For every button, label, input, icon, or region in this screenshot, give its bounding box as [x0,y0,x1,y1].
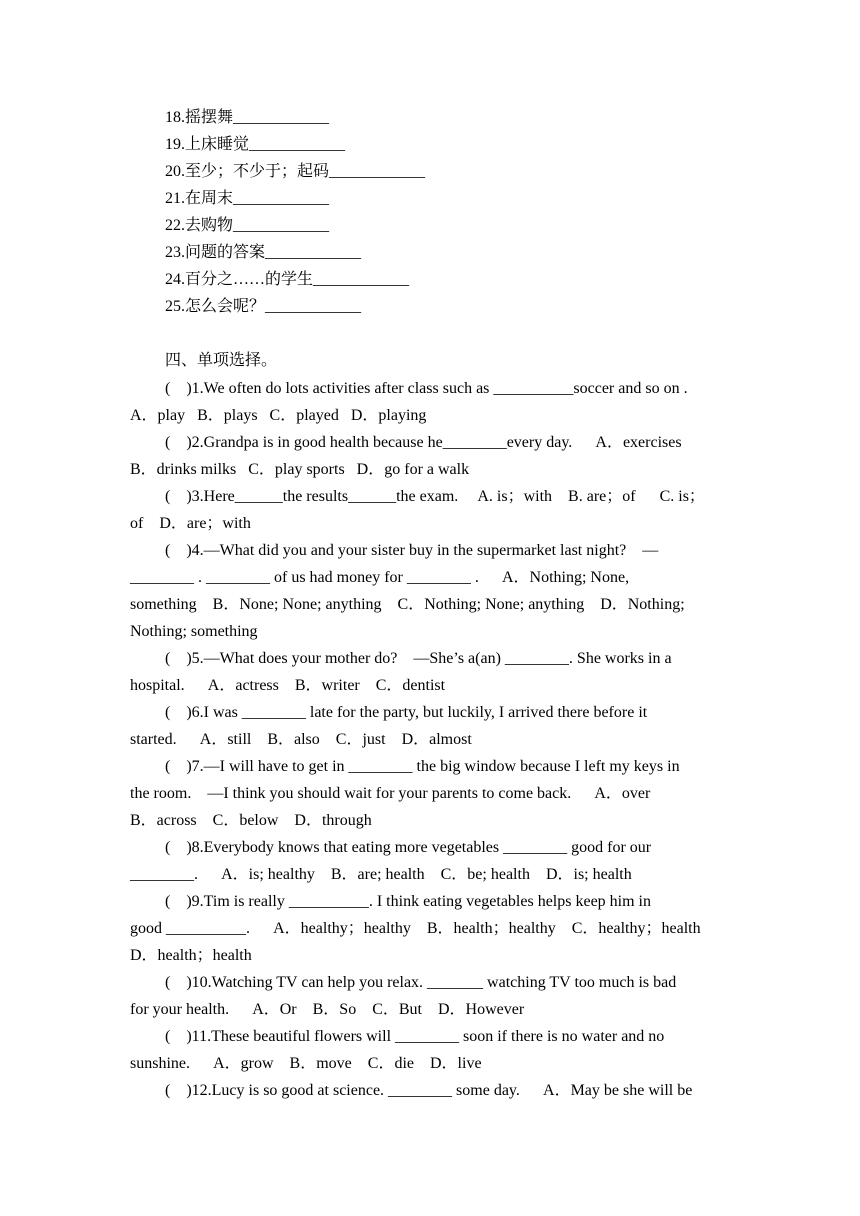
vocab-item: 18.摇摆舞____________ [165,109,330,126]
question-line: ( )10.Watching TV can help you relax. _______ watching TV too much is bad [165,974,677,991]
question-options: of D．are；with [130,515,251,532]
vocab-item: 23.问题的答案____________ [165,244,362,261]
question-line: ( )2.Grandpa is in good health because he________every day. A．exercises [165,434,682,451]
vocab-item: 25.怎么会呢？____________ [165,298,362,315]
vocab-item: 21.在周末____________ [165,190,330,207]
question-line: something B．None; None; anything C．Nothing; None; anything D．Nothing; [130,596,685,613]
question-line: ( )1.We often do lots activities after class such as __________soccer and so on . [165,380,688,397]
question-options: hospital. A．actress B．writer C．dentist [130,677,446,694]
question-options: sunshine. A．grow B．move C．die D．live [130,1055,482,1072]
question-options: for your health. A．Or B．So C．But D．However [130,1001,525,1018]
question-line: the room. —I think you should wait for your parents to come back. A．over [130,785,651,802]
vocab-item: 22.去购物____________ [165,217,330,234]
question-options: B．drinks milks C．play sports D．go for a walk [130,461,470,478]
question-options: B．across C．below D．through [130,812,372,829]
question-options: started. A．still B．also C．just D．almost [130,731,472,748]
question-line: ( )8.Everybody knows that eating more vegetables ________ good for our [165,839,652,856]
section-title: 四、单项选择。 [165,352,278,369]
vocab-item: 19.上床睡觉____________ [165,136,346,153]
question-line: ( )9.Tim is really __________. I think eating vegetables helps keep him in [165,893,651,910]
question-options: ________. A．is; healthy B．are; health C．be; health D．is; health [130,866,632,883]
question-options: A．play B．plays C．played D．playing [130,407,427,424]
question-options: D．health；health [130,947,252,964]
vocab-item: 20.至少；不少于；起码____________ [165,163,426,180]
question-line: ( )3.Here______the results______the exam. A. is；with B. are；of C. is； [165,488,705,505]
question-line: ( )5.—What does your mother do? —She’s a(an) ________. She works in a [165,650,672,667]
question-options: good __________. A．healthy；healthy B．health；healthy C．healthy；health [130,920,701,937]
vocab-item: 24.百分之……的学生____________ [165,271,410,288]
question-line: ( )12.Lucy is so good at science. ________ some day. A．May be she will be [165,1082,693,1099]
question-line: ( )4.—What did you and your sister buy in the supermarket last night? — [165,542,659,559]
question-options: Nothing; something [130,623,258,640]
question-line: ( )11.These beautiful flowers will ________ soon if there is no water and no [165,1028,665,1045]
question-line: ________ . ________ of us had money for ________ . A．Nothing; None, [130,569,630,586]
question-line: ( )7.—I will have to get in ________ the big window because I left my keys in [165,758,680,775]
question-line: ( )6.I was ________ late for the party, but luckily, I arrived there before it [165,704,648,721]
